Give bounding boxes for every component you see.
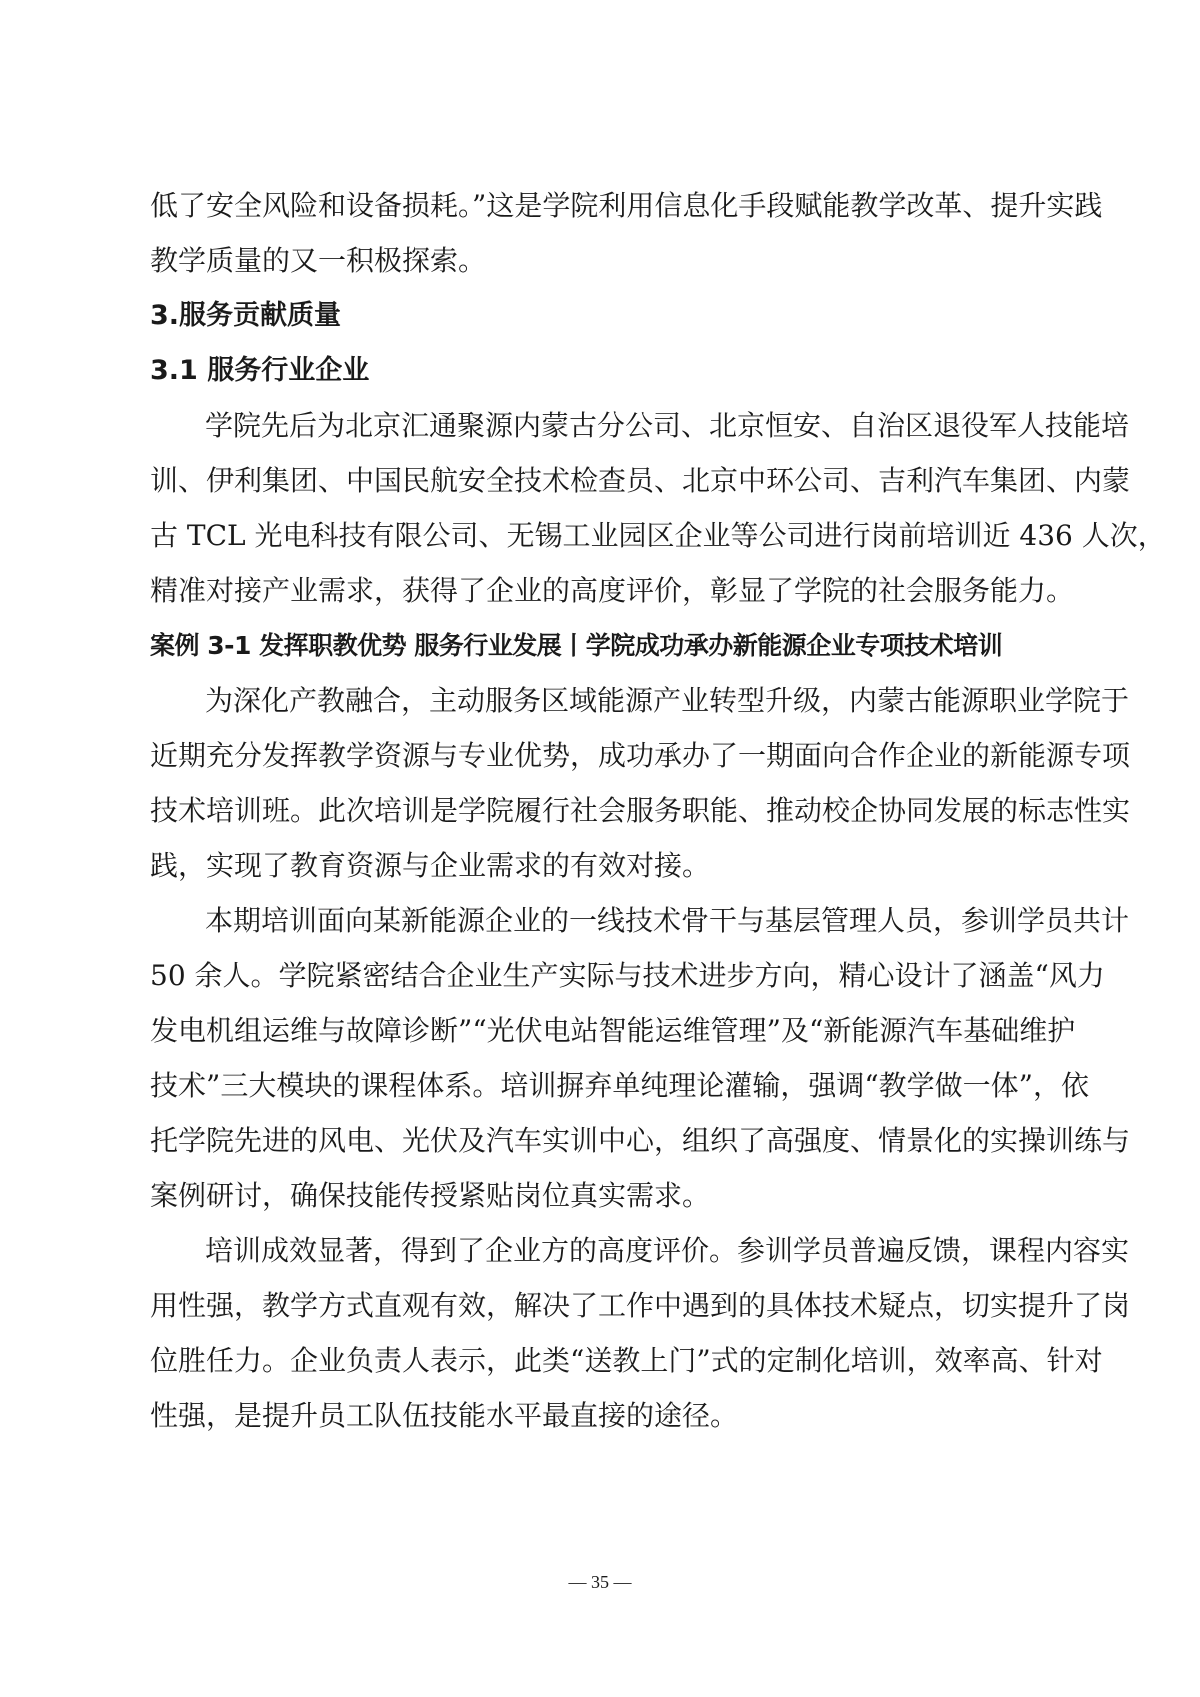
para2-line-1: 为深化产教融合，主动服务区域能源产业转型升级，内蒙古能源职业学院于 [205,684,1130,717]
intro-line-1: 低了安全风险和设备损耗。”这是学院利用信息化手段赋能教学改革、提升实践 [150,189,1103,222]
para3-line-4: 技术”三大模块的课程体系。培训摒弃单纯理论灌输，强调“教学做一体”，依 [150,1069,1089,1102]
para2-line-4: 践，实现了教育资源与企业需求的有效对接。 [150,849,711,882]
para4-line-2: 用性强，教学方式直观有效，解决了工作中遇到的具体技术疑点，切实提升了岗 [150,1289,1131,1322]
para4-line-1: 培训成效显著，得到了企业方的高度评价。参训学员普遍反馈，课程内容实 [205,1234,1130,1267]
para3-line-1: 本期培训面向某新能源企业的一线技术骨干与基层管理人员，参训学员共计 [205,904,1130,937]
para3-line-3: 发电机组运维与故障诊断”“光伏电站智能运维管理”及“新能源汽车基础维护 [150,1014,1076,1047]
intro-line-2: 教学质量的又一积极探索。 [150,244,487,277]
case-title: 案例 3-1 发挥职教优势 服务行业发展丨学院成功承办新能源企业专项技术培训 [150,631,1003,660]
para4-line-4: 性强，是提升员工队伍技能水平最直接的途径。 [150,1399,739,1432]
para2-line-3: 技术培训班。此次培训是学院履行社会服务职能、推动校企协同发展的标志性实 [150,794,1131,827]
para1-line-2: 训、伊利集团、中国民航安全技术检查员、北京中环公司、吉利汽车集团、内蒙 [150,464,1131,497]
para1-line-4: 精准对接产业需求，获得了企业的高度评价，彰显了学院的社会服务能力。 [150,574,1075,607]
para4-line-3: 位胜任力。企业负责人表示，此类“送教上门”式的定制化培训，效率高、针对 [150,1344,1103,1377]
para3-line-2: 50 余人。学院紧密结合企业生产实际与技术进步方向，精心设计了涵盖“风力 [150,959,1105,992]
para1-line-1: 学院先后为北京汇通聚源内蒙古分公司、北京恒安、自治区退役军人技能培 [205,409,1130,442]
para1-line-3: 古 TCL 光电科技有限公司、无锡工业园区企业等公司进行岗前培训近 436 人次， [150,519,1166,552]
page-number: — 35 — [568,1572,632,1592]
para3-line-6: 案例研讨，确保技能传授紧贴岗位真实需求。 [150,1179,711,1212]
section-heading: 3.服务贡献质量 [150,300,342,331]
subsection-heading: 3.1 服务行业企业 [150,355,370,386]
para3-line-5: 托学院先进的风电、光伏及汽车实训中心，组织了高强度、情景化的实操训练与 [150,1124,1131,1157]
para2-line-2: 近期充分发挥教学资源与专业优势，成功承办了一期面向合作企业的新能源专项 [150,739,1131,772]
